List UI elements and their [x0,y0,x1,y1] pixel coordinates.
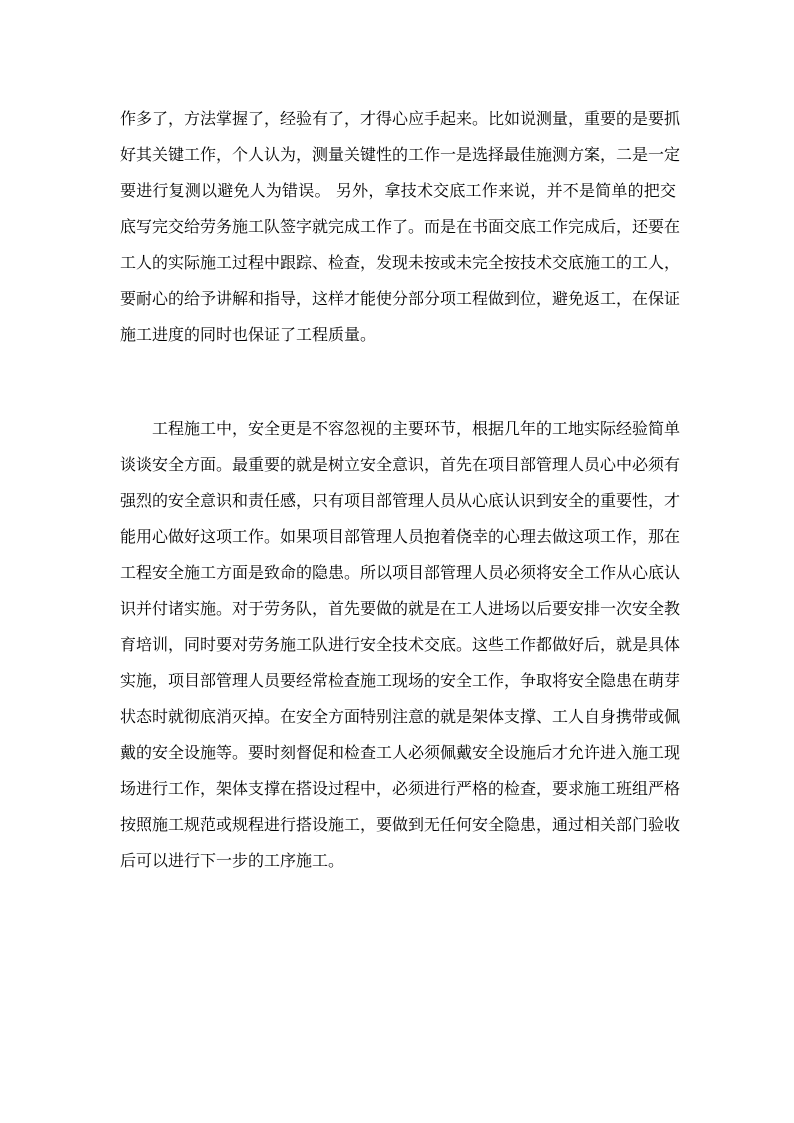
text-line: 谈谈安全方面。最重要的就是树立安全意识，首先在项目部管理人员心中必须有 [120,455,681,474]
text-line: 后可以进行下一步的工序施工。 [120,851,345,870]
text-line: 实施，项目部管理人员要经常检查施工现场的安全工作，争取将安全隐患在萌芽 [120,671,681,690]
text-line: 施工进度的同时也保证了工程质量。 [120,325,377,344]
text-line: 育培训，同时要对劳务施工队进行安全技术交底。这些工作都做好后，就是具体 [120,635,681,654]
text-line: 强烈的安全意识和责任感，只有项目部管理人员从心底认识到安全的重要性，才 [120,491,681,510]
text-line: 工人的实际施工过程中跟踪、检查，发现未按或未完全按技术交底施工的工人， [120,253,681,272]
text-line: 状态时就彻底消灭掉。在安全方面特别注意的就是架体支撑、工人自身携带或佩 [120,707,681,726]
text-line: 识并付诸实施。对于劳务队，首先要做的就是在工人进场以后要安排一次安全教 [120,599,681,618]
text-line: 要进行复测以避免人为错误。 另外，拿技术交底工作来说，并不是简单的把交 [120,181,676,200]
text-line: 场进行工作，架体支撑在搭设过程中，必须进行严格的检查，要求施工班组严格 [120,779,681,798]
text-line: 戴的安全设施等。要时刻督促和检查工人必须佩戴安全设施后才允许进入施工现 [120,743,681,762]
text-line-indented: 工程施工中，安全更是不容忽视的主要环节，根据几年的工地实际经验简单 [152,419,681,438]
text-line: 好其关键工作，个人认为，测量关键性的工作一是选择最佳施测方案，二是一定 [120,145,681,164]
text-line: 作多了，方法掌握了，经验有了，才得心应手起来。比如说测量，重要的是要抓 [120,109,681,128]
text-line: 能用心做好这项工作。如果项目部管理人员抱着侥幸的心理去做这项工作，那在 [120,527,681,546]
text-line: 工程安全施工方面是致命的隐患。所以项目部管理人员必须将安全工作从心底认 [120,563,681,582]
paragraph-method-and-quality [120,101,681,353]
text-line: 底写完交给劳务施工队签字就完成工作了。而是在书面交底工作完成后，还要在 [120,217,681,236]
text-line: 要耐心的给予讲解和指导，这样才能使分部分项工程做到位，避免返工，在保证 [120,289,681,308]
text-line: 按照施工规范或规程进行搭设施工，要做到无任何安全隐患，通过相关部门验收 [120,815,681,834]
paragraph-safety [120,411,681,879]
